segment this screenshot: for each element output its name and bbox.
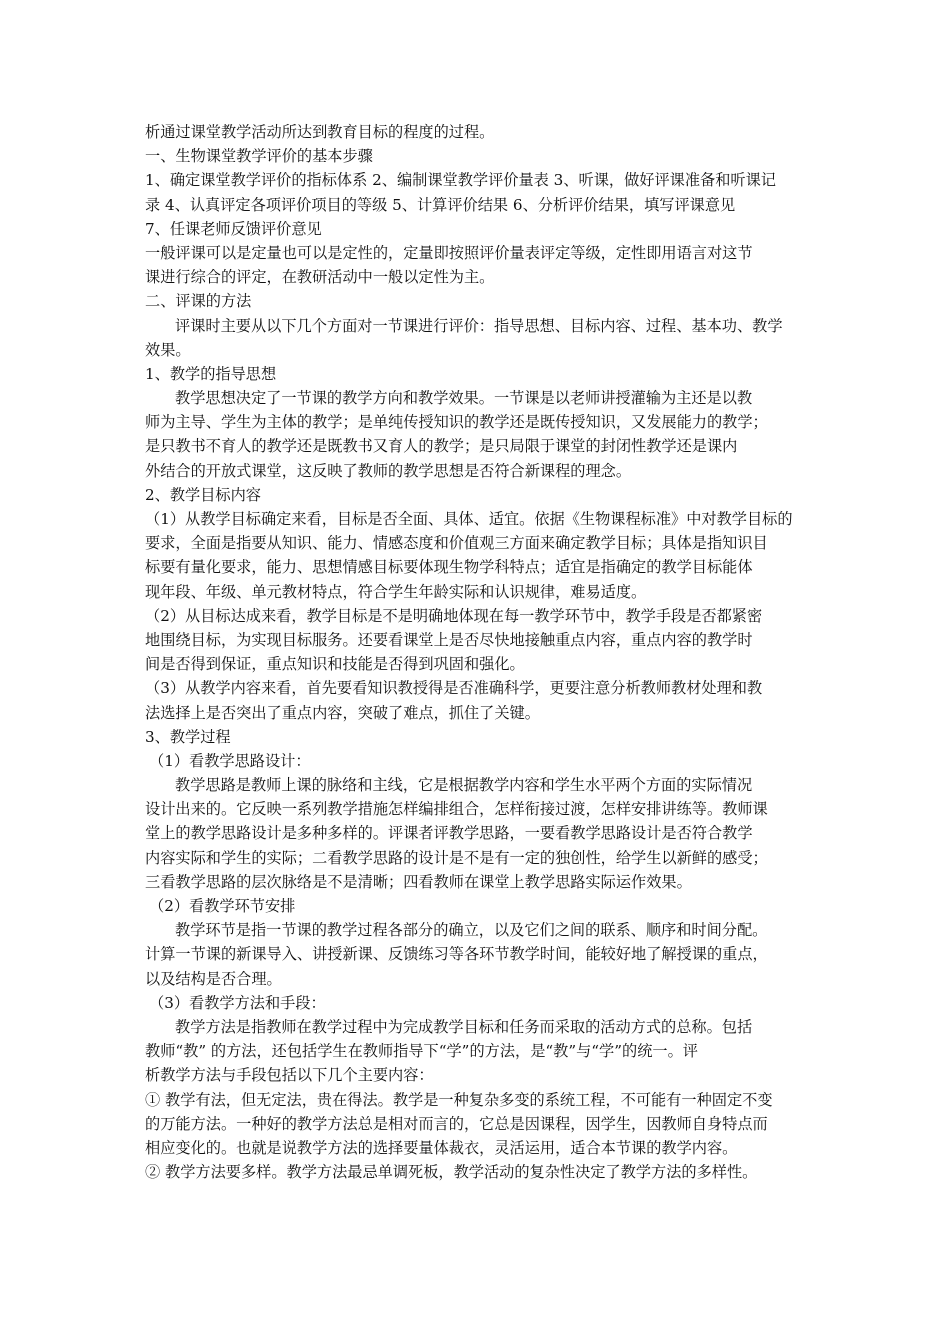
text-line: 课进行综合的评定，在教研活动中一般以定性为主。 [145, 268, 495, 287]
text-line: 设计出来的。它反映一系列教学措施怎样编排组合，怎样衔接过渡，怎样安排讲练等。教师课 [145, 800, 768, 819]
text-line: 外结合的开放式课堂，这反映了教师的教学思想是否符合新课程的理念。 [145, 461, 631, 480]
text-line: 相应变化的。也就是说教学方法的选择要量体裁衣，灵活运用，适合本节课的教学内容。 [145, 1138, 738, 1157]
document-page [145, 120, 813, 1184]
text-line: 间是否得到保证，重点知识和技能是否得到巩固和强化。 [145, 655, 525, 674]
text-line: 法选择上是否突出了重点内容，突破了难点，抓住了关键。 [145, 703, 540, 722]
text-line: 标要有量化要求，能力、思想情感目标要体现生物学科特点；适宜是指确定的教学目标能体 [145, 558, 753, 577]
text-line: 教师“教” 的方法，还包括学生在教师指导下“学”的方法，是“教”与“学”的统一。评 [145, 1042, 698, 1061]
text-line: 堂上的教学思路设计是多种多样的。评课者评教学思路，一要看教学思路设计是否符合教学 [145, 824, 753, 843]
text-line: 以及结构是否合理。 [145, 969, 282, 988]
text-line: 师为主导、学生为主体的教学；是单纯传授知识的教学还是既传授知识，又发展能力的教学； [145, 413, 768, 432]
text-line: 一般评课可以是定量也可以是定性的，定量即按照评价量表评定等级，定性即用语言对这节 [145, 243, 753, 262]
section-heading: 二、评课的方法 [145, 292, 252, 311]
section-heading: 一、生物课堂教学评价的基本步骤 [145, 147, 373, 166]
text-line: 析通过课堂教学活动所达到教育目标的程度的过程。 [145, 123, 495, 141]
text-line: （3）从教学内容来看，首先要看知识教授得是否准确科学，更要注意分析教师教材处理和教 [145, 679, 763, 698]
text-line: 的万能方法。一种好的教学方法总是相对而言的，它总是因课程，因学生，因教师自身特点而 [145, 1114, 768, 1133]
text-line: 是只教书不育人的教学还是既教书又育人的教学；是只局限于课堂的封闭性教学还是课内 [145, 437, 738, 456]
subsection-heading: （2）看教学环节安排 [149, 897, 296, 915]
text-line: 内容实际和学生的实际；二看教学思路的设计是不是有一定的独创性，给学生以新鲜的感受； [145, 848, 768, 867]
text-line: 教学环节是指一节课的教学过程各部分的确立，以及它们之间的联系、顺序和时间分配。 [175, 921, 768, 940]
subsection-heading: 2、教学目标内容 [145, 485, 261, 504]
text-line: 三看教学思路的层次脉络是不是清晰；四看教师在课堂上教学思路实际运作效果。 [145, 872, 692, 891]
text-line: 析教学方法与手段包括以下几个主要内容： [145, 1066, 434, 1085]
text-line: 效果。 [145, 340, 191, 359]
text-line: ① 教学有法，但无定法，贵在得法。教学是一种复杂多变的系统工程，不可能有一种固定不变 [145, 1090, 773, 1109]
text-line: 评课时主要从以下几个方面对一节课进行评价：指导思想、目标内容、过程、基本功、教学 [175, 316, 783, 335]
text-line: 计算一节课的新课导入、讲授新课、反馈练习等各环节教学时间，能较好地了解授课的重点， [145, 945, 768, 964]
text-line: 教学思想决定了一节课的教学方向和教学效果。一节课是以老师讲授灌输为主还是以教 [175, 389, 753, 408]
text-line: 教学方法是指教师在教学过程中为完成教学目标和任务而采取的活动方式的总称。包括 [175, 1017, 753, 1036]
text-line: 1、确定课堂教学评价的指标体系 2、编制课堂教学评价量表 3、听课，做好评课准备和听课记 [145, 171, 776, 190]
text-line: 要求，全面是指要从知识、能力、情感态度和价值观三方面来确定教学目标；具体是指知识目 [145, 534, 768, 553]
text-line: ② 教学方法要多样。教学方法最忌单调死板，教学活动的复杂性决定了教学方法的多样性。 [145, 1163, 758, 1182]
text-line: 现年段、年级、单元教材特点，符合学生年龄实际和认识规律，难易适度。 [145, 582, 647, 601]
text-line: 教学思路是教师上课的脉络和主线，它是根据教学内容和学生水平两个方面的实际情况 [175, 776, 753, 795]
text-line: 录 4、认真评定各项评价项目的等级 5、计算评价结果 6、分析评价结果，填写评课意见 [145, 195, 736, 214]
text-line: （1）从教学目标确定来看，目标是否全面、具体、适宜。依据《生物课程标准》中对教学目标的 [145, 510, 793, 528]
subsection-heading: 3、教学过程 [145, 727, 231, 746]
subsection-heading: 1、教学的指导思想 [145, 364, 277, 383]
text-line: （2）从目标达成来看，教学目标是不是明确地体现在每一教学环节中，教学手段是否都紧密 [145, 606, 763, 625]
subsection-heading: （1）看教学思路设计： [149, 751, 311, 770]
text-line: 7、任课老师反馈评价意见 [145, 219, 322, 238]
subsection-heading: （3）看教学方法和手段： [149, 993, 326, 1012]
text-line: 地围绕目标，为实现目标服务。还要看课堂上是否尽快地接触重点内容，重点内容的教学时 [145, 630, 753, 649]
